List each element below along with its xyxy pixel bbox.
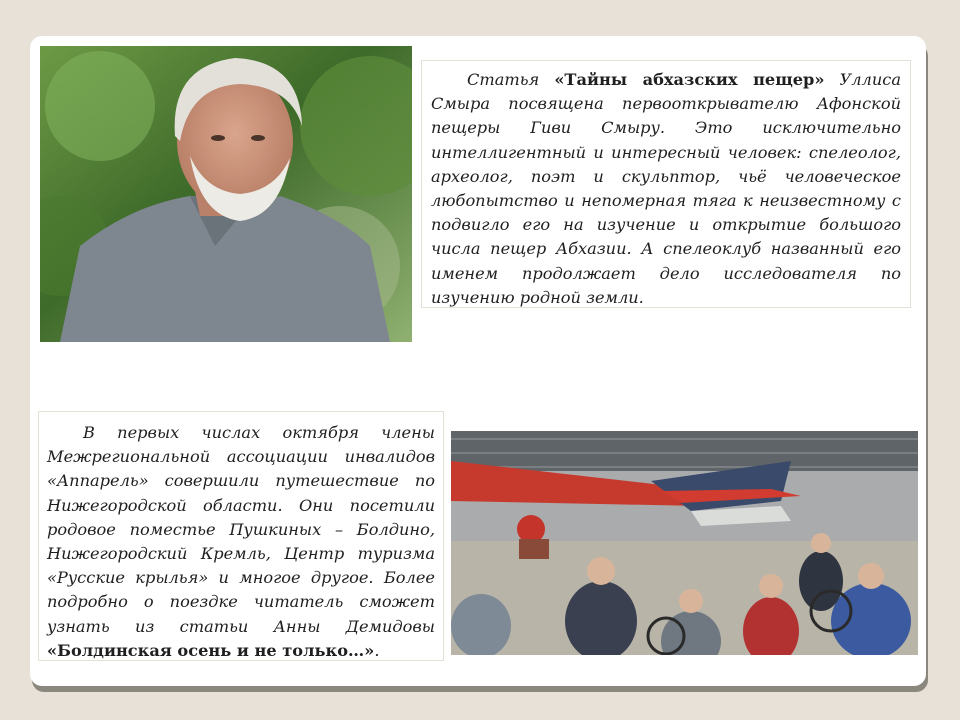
portrait-photo: [40, 46, 412, 342]
slide: [30, 36, 926, 686]
article2-title: «Болдинская осень и не только…»: [47, 640, 375, 660]
article-boldino-text: [38, 411, 444, 661]
article-abkhaz-caves-text: [421, 60, 911, 308]
article1-body: Уллиса Смыра посвящена первооткрывателю Афонской пещеры Гиви Смыру. Это исключительно интеллигентный и интересный человек: спелеолог, археолог, поэт и скульптор, чьё человеческое любопытство и непомерная тяга к неизвестному с подвигло его на изучение и открытие большого числа пещер Абхазии. А спелеоклуб названный его именем продолжает дело исследователя по изучению родной земли.: [431, 70, 901, 307]
article2-body: В первых числах октября члены Межрегиональной ассоциации инвалидов «Аппарель» совершили путешествие по Нижегородской области. Они посетили родовое поместье Пушкиных – Болдино, Нижегородский Кремль, Центр туризма «Русские крылья» и многое другое. Более подробно о поездке читатель сможет узнать из статьи Анны Демидовы: [47, 423, 435, 636]
article1-prefix: Статья: [467, 70, 555, 89]
article1-title: «Тайны абхазских пещер»: [554, 70, 825, 89]
article2-suffix: .: [374, 640, 380, 660]
hangar-photo: [451, 431, 918, 655]
